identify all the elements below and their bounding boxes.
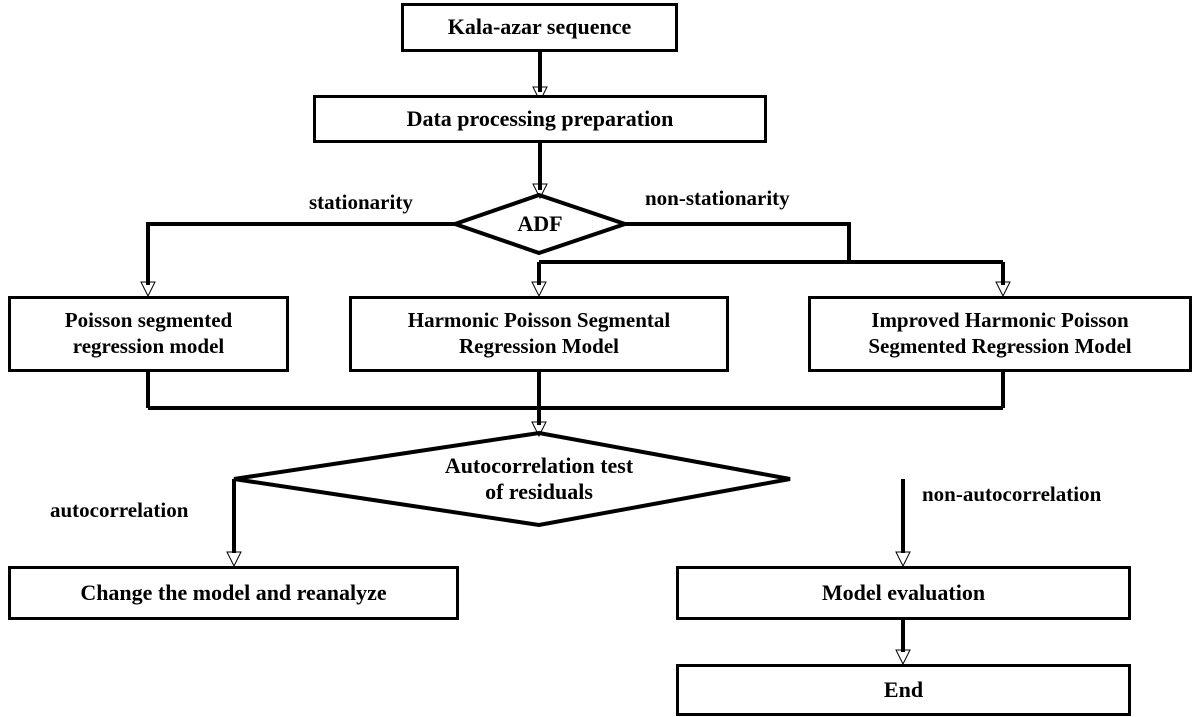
arrowhead-change xyxy=(227,552,241,566)
node-label-line1: Harmonic Poisson Segmental xyxy=(407,308,671,333)
node-label: Data processing preparation xyxy=(406,105,674,131)
edge-label-non-autocorrelation: non-autocorrelation xyxy=(922,482,1102,506)
node-data-processing-preparation[interactable] xyxy=(313,95,767,143)
node-label-line1: Improved Harmonic Poisson xyxy=(871,308,1129,333)
node-model-evaluation[interactable] xyxy=(676,566,1131,620)
node-label-line1: Autocorrelation test xyxy=(444,452,634,478)
edge-adf-to-poisson xyxy=(148,224,455,285)
edge-adf-right-trunk xyxy=(625,224,849,262)
edge-label-stationarity: stationarity xyxy=(309,190,413,214)
node-end[interactable] xyxy=(676,664,1131,716)
node-improved-harmonic-poisson-segmented-regression-model[interactable] xyxy=(808,296,1192,372)
node-kala-azar-sequence[interactable] xyxy=(401,3,678,52)
node-label-line1: Poisson segmented xyxy=(64,308,233,333)
node-autocorrelation-test-label xyxy=(389,446,689,512)
node-label-line2: regression model xyxy=(72,334,225,358)
node-label-line2: Regression Model xyxy=(458,334,619,358)
arrowhead-end xyxy=(896,650,910,664)
node-label: ADF xyxy=(517,210,563,236)
node-change-the-model-and-reanalyze[interactable] xyxy=(8,566,459,620)
node-label: Kala-azar sequence xyxy=(447,14,632,40)
node-adf-label xyxy=(455,203,625,245)
node-label: End xyxy=(883,676,924,702)
edge-label-non-stationarity: non-stationarity xyxy=(645,186,790,210)
node-label: Model evaluation xyxy=(821,579,986,605)
node-label-line2: of residuals xyxy=(485,479,593,504)
node-label-line2: Segmented Regression Model xyxy=(868,334,1132,358)
node-poisson-segmented-regression-model[interactable] xyxy=(8,296,289,372)
node-harmonic-poisson-segmental-regression-model[interactable] xyxy=(349,296,729,372)
node-label: Change the model and reanalyze xyxy=(80,579,387,605)
edge-label-autocorrelation: autocorrelation xyxy=(50,498,189,522)
arrowhead-evaluation xyxy=(896,552,910,566)
